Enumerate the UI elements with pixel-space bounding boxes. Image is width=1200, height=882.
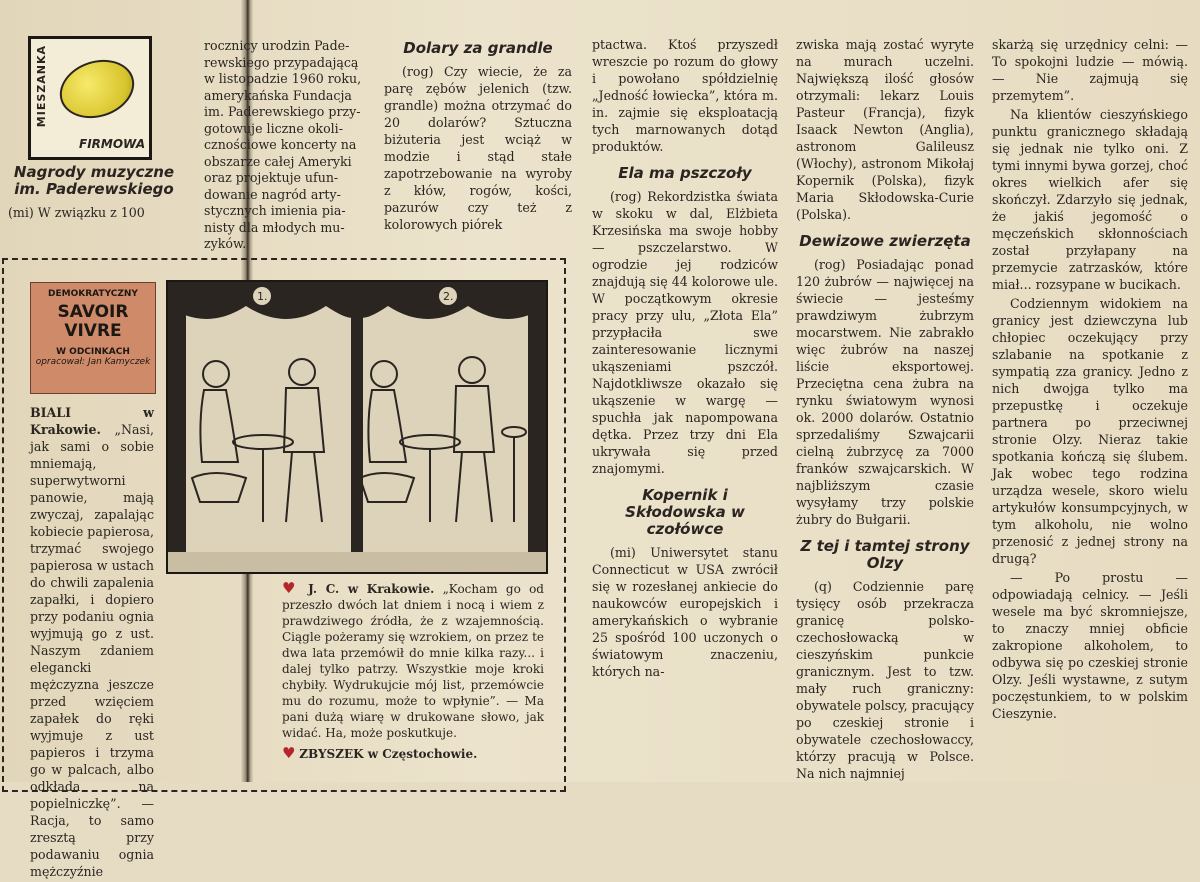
letter-zbyszek-head: ZBYSZEK w Częstochowie.	[299, 747, 478, 761]
article-kopernik: (mi) Uniwersytet stanu Connecticut w USA zwrócił się w rozesłanej ankiecie do naukowców europejskich i amerykańskich o wybranie 25 spośród 100 uczonych o światowym znaczeniu, których na-	[592, 545, 778, 679]
biali-head: BIALI w Krakowie.	[30, 405, 154, 437]
panel-2-number: 2.	[443, 290, 454, 303]
letter-jc-text: „Kocham go od przeszło dwóch lat dniem i nocą i wiem z prawdziwego źródła, że z wzajemnością. Ciągle pożeramy się wzrokiem, on przez te dwa lata przemówił do mnie kilka razy... i dalej tylko patrzy. Wszystkie moje kroki chybiły. Wydrukujcie mój list, przemówcie mu do rozumu, może to wpłynie”. — Ma pani dużą wiarę w drukowane słowo, jak widać. Ha, może poskutkuje.	[282, 582, 544, 740]
column-1	[8, 160, 180, 223]
savoir-vivre-logo	[30, 282, 156, 394]
biali-column-top	[30, 404, 154, 882]
savoir-sub-label: W ODCINKACH	[56, 347, 130, 357]
article-dewizowe: (rog) Posiadając ponad 120 żubrów — najwięcej na świecie — jesteśmy prawdziwym żubrzym mocarstwem. Nie zabrakło więc żubrów na naszej liście eksportowej. Przeciętna cena żubra na rynku światowym wynosi ok. 2000 dolarów. Ostatnio sprzedaliśmy Szwajcarii cielną żubrzycę za 7000 franków szwajcarskich. W najbliższym czasie wysyłamy trzy polskie żubry do Bułgarii.	[796, 257, 974, 527]
column-4	[592, 36, 778, 682]
headline-nagrody: Nagrody muzyczne im. Paderewskiego	[13, 163, 175, 198]
article-ela: (rog) Rekordzistka świata w skoku w dal, Elżbieta Krzesińska ma swoje hobby — pszczelarstwo. W ogrodzie jej rodziców znajdują się 44 kolorowe ule. W początkowym okresie pracy przy ulu, „Złota Ela” przypłaciła swe zainteresowanie licznymi ukąszeniami pszczół. Najdotkliwsze okazało się ukąszenie w wargę — spuchła jak napompowana dętka. Przez trzy dni Ela ukrywała się przed znajomymi.	[592, 189, 778, 476]
savoir-main-label: SAVOIR VIVRE	[57, 302, 129, 341]
column-2	[204, 38, 366, 253]
column-3	[384, 36, 572, 235]
heart-icon: ♥	[282, 744, 296, 762]
mieszanka-firmowa-logo	[28, 36, 152, 160]
cartoon-drawing	[168, 282, 546, 572]
article-dolary-cont: ptactwa. Ktoś przyszedł wreszcie po rozum do głowy i powołano spółdzielnię „Jedność łowiecka”, która m. in. zajmie się eksploatacją tych marnowanych dotąd produktów.	[592, 37, 778, 154]
article-olza: (q) Codziennie parę tysięcy osób przekracza granicę polsko-czechosłowacką w cieszyńskim punkcie granicznym. Jest to tzw. mały ruch graniczny: obywatele polscy, pracujący po czeskiej stronie i obywatele czechosłowaccy, którzy pracują w Polsce. Na nich najmniej	[796, 579, 975, 781]
logo-vertical-text: MIESZANKA	[35, 45, 48, 128]
article-dolary: (rog) Czy wiecie, że za parę zębów jelenich (tzw. grandle) można otrzymać do 20 dolarów? Sztuczna biżuteria jest wciąż w modzie i stąd stałe zapotrzebowanie na wyroby z kłów, rogów, kości, pazurów czy też z kolorowych piórek	[384, 64, 572, 232]
letter-jc-head: J. C. w Krakowie.	[308, 582, 435, 596]
headline-ela: Ela ma pszczoły	[618, 164, 752, 182]
article-olza-p4: — Po prostu — odpowiadają celnicy. — Jeśli wesele ma być skromniejsze, to znaczy mniej obficie zakropione alkoholem, to odbywa się po czeskiej stronie Olzy. Jeśli wystawne, z sutym poczęstunkiem, to w polskim Cieszynie.	[992, 570, 1188, 721]
article-kopernik-cont: zwiska mają zostać wyryte na murach uczelni. Największą ilość głosów otrzymali: lekarz Louis Pasteur (Francja), fizyk Isaack Newton (Anglia), astronom Galileusz (Włochy), astronom Mikołaj Kopernik (Polska), fizyk Maria Skłodowska-Curie (Polska).	[796, 37, 974, 222]
letters-column	[282, 580, 544, 764]
article-olza-p2: Na klientów cieszyńskiego punktu granicznego składają się jednak nie tylko oni. Z tymi innymi bywa gorzej, choć okres wielkich afer się skończył. Zdarzyło się jednak, że jakiś jegomość o męczeńskich skłonnościach został przyłapany na przemycie zatrzasków, które miał... rozsypane w bucikach.	[992, 107, 1188, 292]
cartoon-illustration	[166, 280, 548, 574]
letter-zbyszek	[282, 745, 544, 762]
headline-kopernik: Kopernik i Skłodowska w czołówce	[625, 486, 745, 538]
headline-olza: Z tej i tamtej strony Olzy	[800, 537, 970, 572]
article-olza-p3: Codziennym widokiem na granicy jest dziewczyna lub chłopiec oczekujący przy szlabanie na spotkanie z sympatią zza granicy. Jedno z nich dwojga tylko ma przepustkę i oczekuje partnera po przeciwnej stronie Olzy. Nieraz takie spotkania kończą się ślubem. Jak wobec tego rodzina urządza wesele, skoro wielu artykułów konsumpcyjnych, w tym alkoholu, nie wolno przenosić z jednej strony na drugą?	[992, 296, 1188, 566]
heart-icon: ♥	[282, 579, 300, 597]
letter-jc	[282, 580, 544, 741]
headline-dolary: Dolary za grandle	[403, 39, 553, 57]
headline-dewizowe: Dewizowe zwierzęta	[799, 232, 971, 250]
biali-letter	[30, 404, 154, 880]
biali-text: „Nasi, jak sami o sobie mniemają, superwytworni panowie, mają zwyczaj, zapalając kobiecie papierosa, trzymać swojego papierosa w ustach do chwili zapalenia zapałki, i dopiero przy podaniu ognia wyjmują go z ust. Naszym zdaniem elegancki mężczyzna jeszcze przed wzięciem zapałek do ręki wyjmuje z ust papieros i trzyma go w palcach, albo odkłada na popielniczkę”. — Racja, to samo zresztą przy podawaniu ognia mężczyźnie	[30, 422, 154, 879]
article-nagrody-cont: rocznicy urodzin Pade- rewskiego przypadającą w listopadzie 1960 roku, amerykańska Fundacja im. Paderewskiego przy- gotowuje liczne okoli- cznościowe koncerty na obszarze całej Ameryki oraz projektuje ufun- dowanie nagród arty- stycznych imienia pia- nisty dla młodych mu- zyków.	[204, 38, 362, 251]
savoir-author: opracował: Jan Kamyczek	[35, 357, 151, 367]
logo-bottom-text: FIRMOWA	[79, 137, 146, 151]
column-6	[992, 36, 1188, 724]
article-nagrody-lead: (mi) W związku z 100	[8, 205, 145, 220]
panel-1-number: 1.	[257, 290, 268, 303]
savoir-top-label: DEMOKRATYCZNY	[48, 289, 138, 299]
article-olza-cont: skarżą się urzędnicy celni: — To spokojni ludzie — mówią. — Nie zajmują się przemytem”.	[992, 37, 1188, 103]
column-5	[796, 36, 974, 784]
lemon-icon	[52, 51, 142, 128]
